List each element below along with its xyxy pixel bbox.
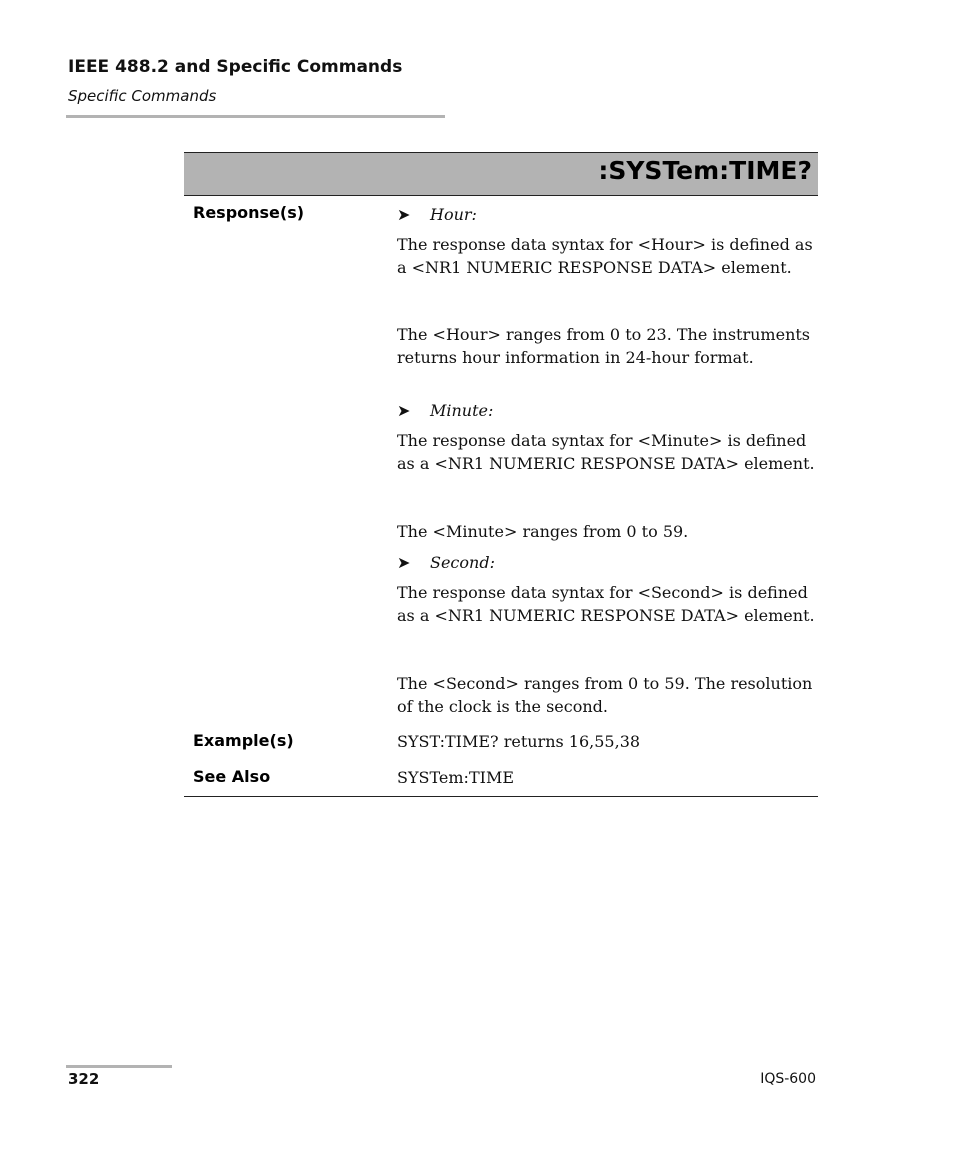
- footer-rule: [66, 1065, 172, 1068]
- response-item-name: Minute:: [430, 401, 494, 420]
- example-text: SYST:TIME? returns 16,55,38: [397, 732, 641, 751]
- response-hour-syntax: The response data syntax for <Hour> is defined as a <NR1 NUMERIC RESPONSE DATA> element.: [397, 235, 813, 277]
- chapter-title: IEEE 488.2 and Specific Commands: [68, 57, 403, 77]
- response-hour-range: The <Hour> ranges from 0 to 23. The instruments returns hour information in 24-hour format.: [397, 325, 811, 367]
- command-header: [184, 152, 818, 196]
- arrowhead-right-icon: ➤: [397, 553, 411, 572]
- command-title: :SYSTem:TIME?: [598, 156, 812, 185]
- responses-label: Response(s): [193, 203, 305, 222]
- product-name: IQS-600: [760, 1071, 816, 1087]
- response-item-minute: [397, 399, 493, 422]
- see-also-label: See Also: [193, 767, 271, 786]
- example-label: Example(s): [193, 731, 294, 750]
- section-title: Specific Commands: [68, 87, 217, 105]
- page-number: 322: [68, 1070, 100, 1088]
- response-item-name: Hour:: [430, 205, 477, 224]
- response-item-hour: [397, 203, 477, 226]
- table-bottom-rule: [184, 796, 818, 797]
- response-item-second: [397, 551, 495, 574]
- response-item-name: Second:: [430, 553, 495, 572]
- response-minute-range: The <Minute> ranges from 0 to 59.: [397, 522, 689, 541]
- see-also-link[interactable]: SYSTem:TIME: [397, 768, 514, 787]
- response-minute-syntax: The response data syntax for <Minute> is defined as a <NR1 NUMERIC RESPONSE DATA> element.: [397, 431, 815, 473]
- response-second-syntax: The response data syntax for <Second> is defined as a <NR1 NUMERIC RESPONSE DATA> element.: [397, 583, 815, 625]
- response-second-range: The <Second> ranges from 0 to 59. The resolution of the clock is the second.: [397, 674, 813, 716]
- arrowhead-right-icon: ➤: [397, 205, 411, 224]
- arrowhead-right-icon: ➤: [397, 401, 411, 420]
- header-rule: [66, 115, 445, 118]
